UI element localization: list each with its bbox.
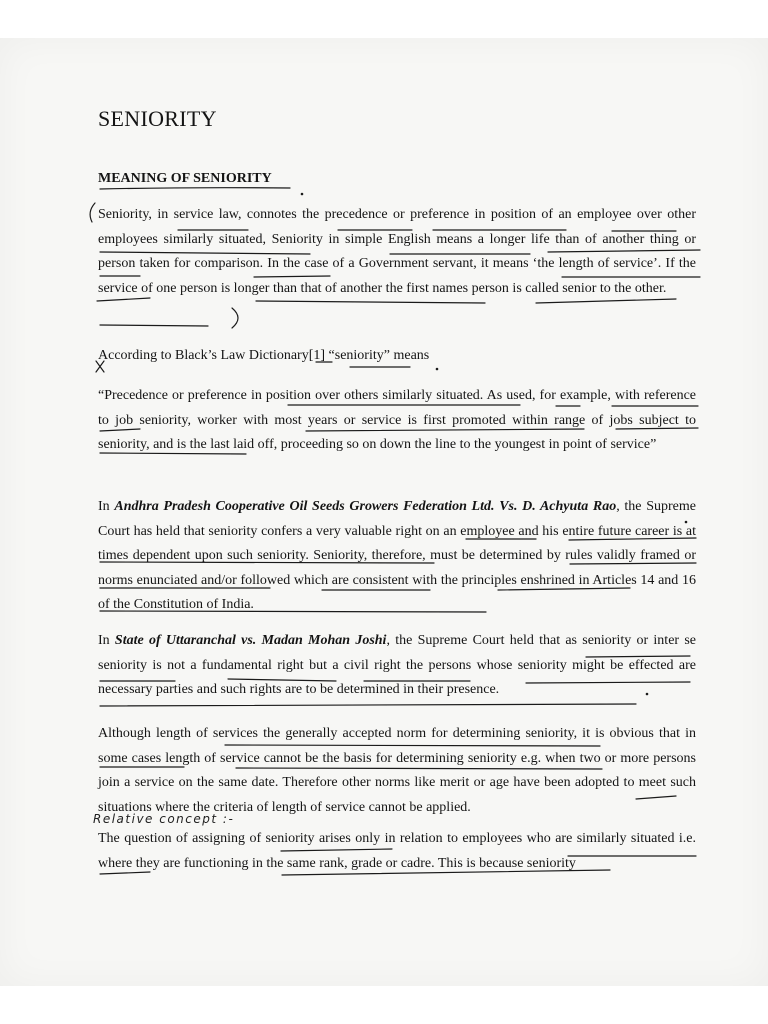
case-name: State of Uttaranchal vs. Madan Mohan Joshi: [114, 633, 387, 648]
paragraph-text: , the Supreme Court has held that seniority confers a very valuable right on an employee and his entire future career is at times dependent upon such seniority. Seniority, therefore, must be determined by rules validly framed or norms enunciated and/or followed which are consistent with the principles enshrined in Articles 14 and 16 of the Constitution of India.: [98, 499, 696, 612]
paragraph-text: “Precedence or preference in position over others similarly situated. As used, for example, with reference to job seniority, worker with most years or service is first promoted within range of jobs subject to seniority, and is the last laid off, proceeding so on down the line to the youngest in point of service”: [98, 388, 696, 452]
paragraph-text: In: [98, 633, 115, 648]
paragraph-length-of-service: [98, 722, 696, 820]
paragraph-text: The question of assigning of seniority arises only in relation to employees who are similarly situated i.e. where they are functioning in the same rank, grade or cadre. This is because seniority: [98, 831, 696, 871]
handwritten-margin-note: Relative concept :-: [93, 812, 235, 826]
paragraph-definition: [98, 203, 696, 301]
paragraph-assigning-seniority: [98, 827, 696, 876]
paragraph-uttaranchal-case: [98, 629, 696, 703]
page-title: SENIORITY: [98, 106, 217, 131]
paragraph-text: , the Supreme Court held that as seniority or inter se seniority is not a fundamental right but a civil right the persons whose seniority might be effected are necessary parties and such rights are to be determined in their presence.: [98, 633, 696, 697]
paragraph-text: Seniority, in service law, connotes the precedence or preference in position of an employee over other employees similarly situated, Seniority in simple English means a longer life than of another thing or person taken for comparison. In the case of a Government servant, it means ‘the length of service’. If the service of one person is longer than that of another the first names person is called senior to the other.: [98, 207, 696, 296]
paragraph-text: In: [98, 499, 115, 514]
section-heading: MEANING OF SENIORITY: [98, 171, 272, 186]
paragraph-text: According to Black’s Law Dictionary[1] “seniority” means: [98, 348, 430, 363]
paragraph-andhra-pradesh-case: [98, 495, 696, 618]
paragraph-blacks-law-quote: [98, 384, 696, 458]
paragraph-text: Although length of services the generally accepted norm for determining seniority, it is obvious that in some cases length of service cannot be the basis for determining seniority e.g. when two or more persons join a service on the same date. Therefore other norms like merit or age have been adopted to meet such situations where the criteria of length of service cannot be applied.: [98, 726, 696, 815]
paragraph-blacks-law-intro: [98, 344, 696, 369]
case-name: Andhra Pradesh Cooperative Oil Seeds Growers Federation Ltd. Vs. D. Achyuta Rao: [114, 499, 617, 514]
